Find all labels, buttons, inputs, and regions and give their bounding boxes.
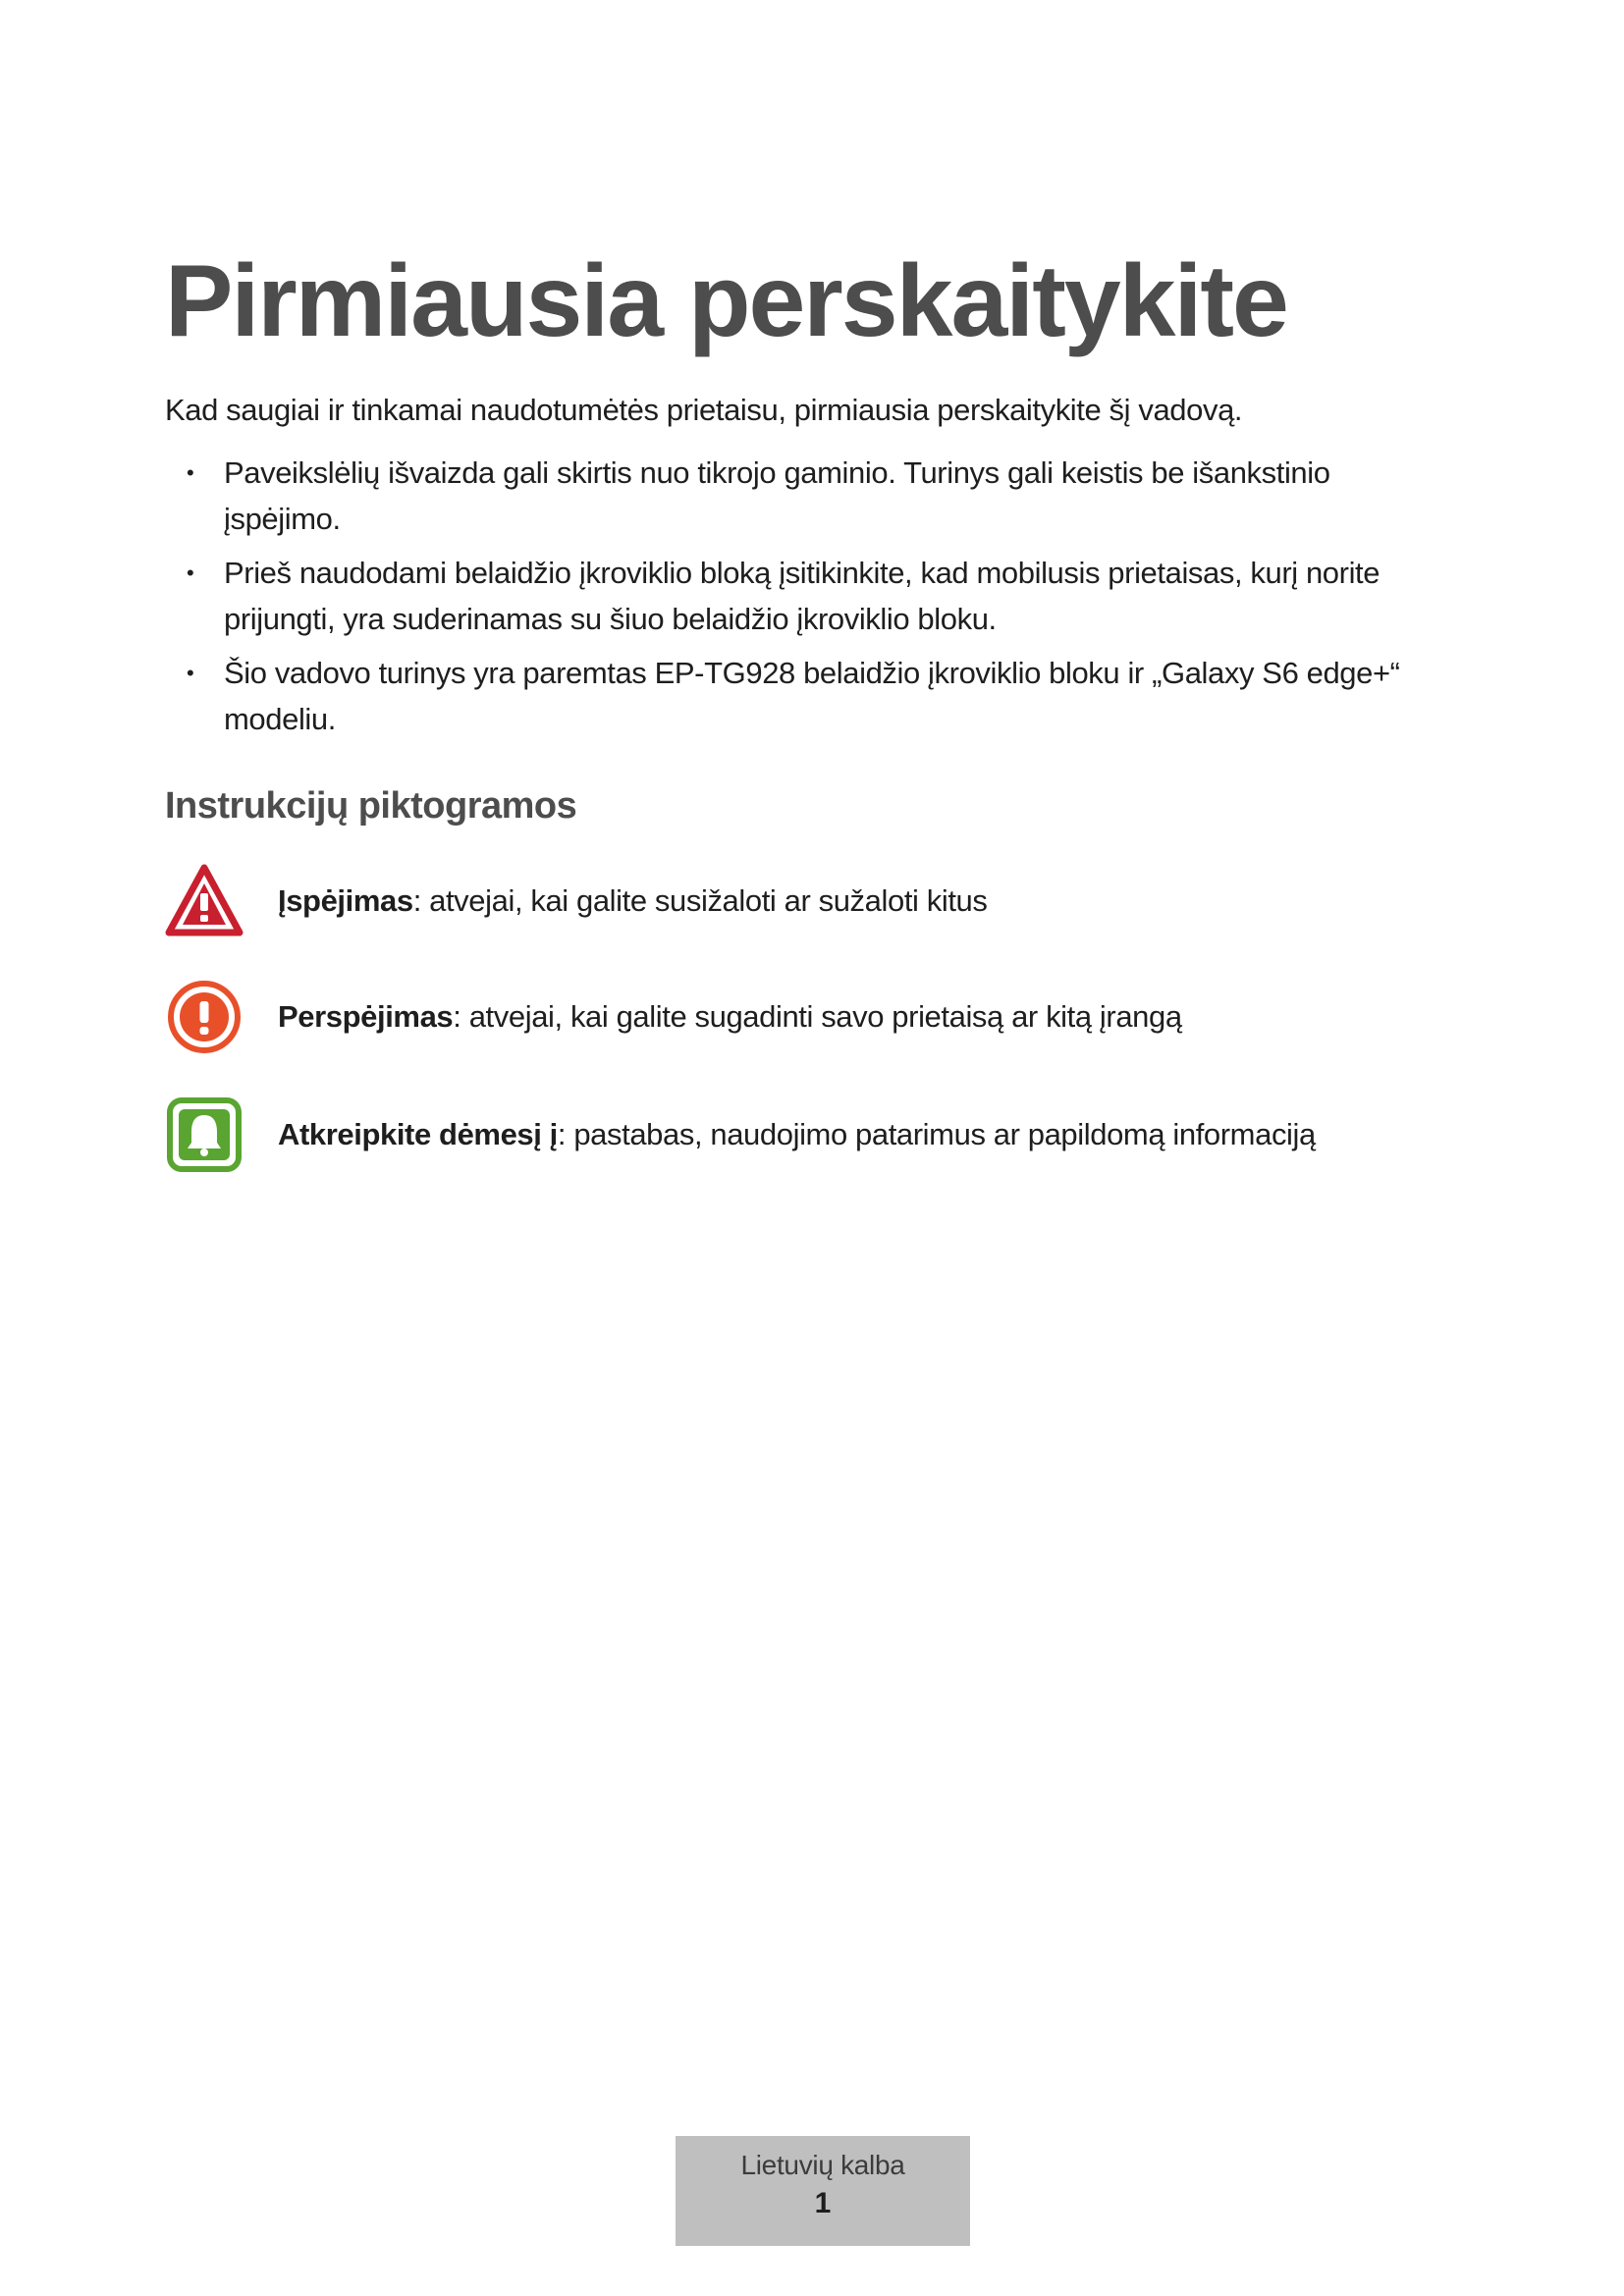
legend-description: : pastabas, naudojimo patarimus ar papildomą informaciją xyxy=(557,1117,1316,1151)
footer-language: Lietuvių kalba xyxy=(740,2150,905,2180)
list-item xyxy=(165,650,1451,742)
section-heading: Instrukcijų piktogramos xyxy=(165,785,577,827)
legend-description: : atvejai, kai galite susižaloti ar sužaloti kitus xyxy=(412,883,988,918)
intro-text: Kad saugiai ir tinkamai naudotumėtės prietaisu, pirmiausia perskaitykite šį vadovą. xyxy=(165,393,1243,427)
legend-description: : atvejai, kai galite sugadinti savo prietaisą ar kitą įrangą xyxy=(453,999,1182,1034)
note-bell-icon xyxy=(165,1095,244,1174)
legend-term: Perspėjimas xyxy=(278,999,454,1034)
page-footer xyxy=(676,2136,970,2246)
list-item-text: Šio vadovo turinys yra paremtas EP-TG928 belaidžio įkroviklio bloku ir „Galaxy S6 edge+“ modeliu. xyxy=(224,656,1400,736)
icon-legend-warning xyxy=(165,862,1441,940)
icon-legend-note xyxy=(165,1095,1441,1174)
warning-triangle-icon xyxy=(165,862,244,940)
icon-legend-text xyxy=(278,862,987,940)
bullet-marker: • xyxy=(187,460,194,485)
legend-term: Atkreipkite dėmesį į xyxy=(278,1117,558,1151)
legend-term: Įspėjimas xyxy=(278,883,413,918)
list-item xyxy=(165,450,1451,542)
list-item xyxy=(165,550,1451,642)
icon-legend-text xyxy=(278,978,1182,1056)
bullet-marker: • xyxy=(187,661,194,685)
page-number: 1 xyxy=(814,2187,832,2219)
bullet-marker: • xyxy=(187,561,194,585)
list-item-text: Paveikslėlių išvaizda gali skirtis nuo tikrojo gaminio. Turinys gali keistis be išankstinio įspėjimo. xyxy=(224,455,1330,536)
list-item-text: Prieš naudodami belaidžio įkroviklio bloką įsitikinkite, kad mobilusis prietaisas, kurį norite prijungti, yra suderinamas su šiuo belaidžio įkroviklio bloku. xyxy=(224,556,1380,636)
caution-circle-icon xyxy=(165,978,244,1056)
page-title: Pirmiausia perskaitykite xyxy=(165,244,1287,358)
notice-list xyxy=(165,450,1451,750)
icon-legend-caution xyxy=(165,978,1441,1056)
icon-legend-text xyxy=(278,1095,1316,1174)
